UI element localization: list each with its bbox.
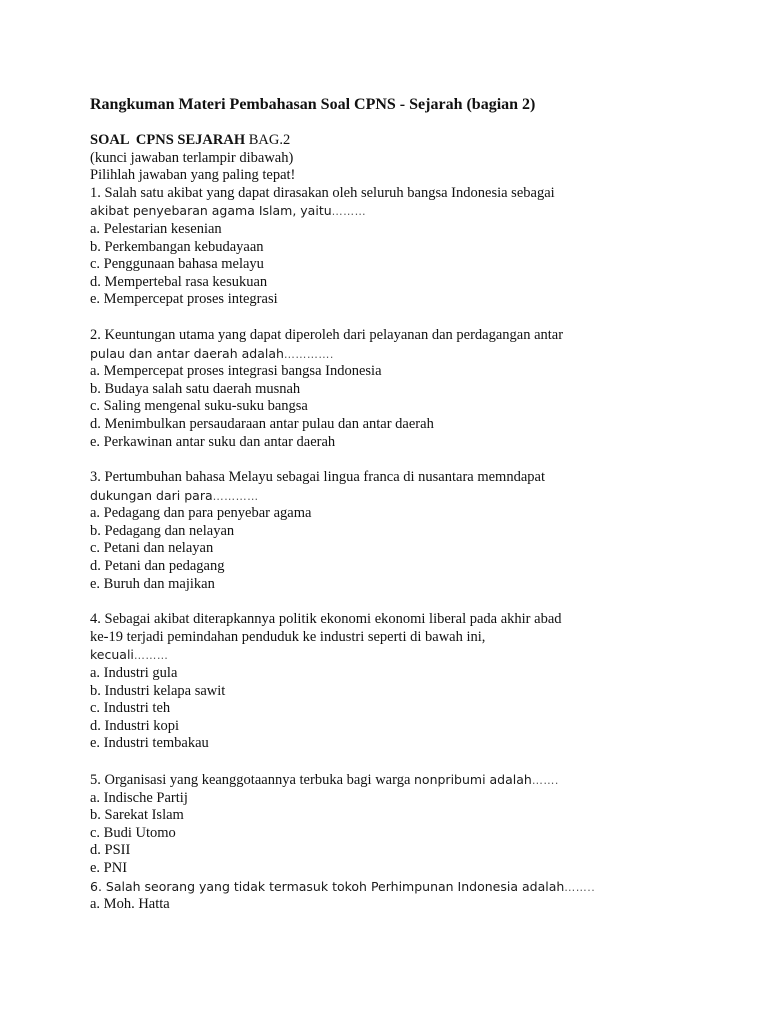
section-heading — [90, 132, 730, 150]
question-text-part: nonpribumi adalah — [414, 772, 532, 787]
answer-option: b. Pedagang dan nelayan — [90, 522, 235, 539]
answer-option: d. PSII — [90, 842, 131, 859]
blank-dots: ……… — [331, 205, 367, 219]
answer-option: a. Pelestarian kesenian — [90, 220, 222, 237]
answer-option: e. Buruh dan majikan — [90, 575, 215, 592]
question-text-part: 5. Organisasi yang keanggotaannya terbuka bagi warga — [90, 772, 414, 788]
blank-dots: …….. — [564, 880, 596, 894]
question-text — [90, 771, 730, 790]
answer-option: a. Pedagang dan para penyebar agama — [90, 505, 312, 522]
answer-option: b. Budaya salah satu daerah musnah — [90, 380, 301, 397]
answer-option: c. Industri teh — [90, 700, 171, 717]
question-text-part: dukungan dari para — [90, 487, 213, 503]
question-3 — [90, 469, 730, 593]
answer-option: a. Indische Partij — [90, 789, 188, 806]
answer-option: e. Perkawinan antar suku dan antar daerah — [90, 433, 336, 450]
blank-dots: ………… — [212, 489, 259, 503]
blank-dots: ……. — [531, 774, 559, 787]
answer-option: e. PNI — [90, 859, 128, 876]
question-6 — [90, 878, 730, 914]
answer-option: d. Mempertebal rasa kesukuan — [90, 273, 268, 290]
section-heading-rest: BAG.2 — [245, 132, 291, 148]
answer-option: c. Penggunaan bahasa melayu — [90, 256, 264, 273]
blank-dots: …………. — [283, 347, 334, 361]
answer-option: b. Sarekat Islam — [90, 807, 184, 824]
answer-option: e. Mempercepat proses integrasi — [90, 291, 278, 308]
question-text — [90, 878, 730, 897]
question-text-part: 6. Salah seorang yang tidak termasuk tokoh Perhimpunan Indonesia adalah — [90, 878, 565, 894]
blank-dots: ……… — [133, 649, 169, 663]
question-text: 2. Keuntungan utama yang dapat diperoleh dari pelayanan dan perdagangan antar — [90, 326, 564, 343]
answer-option: c. Budi Utomo — [90, 824, 176, 841]
question-text: 1. Salah satu akibat yang dapat dirasakan oleh seluruh bangsa Indonesia sebagai — [90, 184, 555, 201]
spacer — [90, 753, 730, 771]
answer-option: c. Saling mengenal suku-suku bangsa — [90, 398, 308, 415]
answer-option: d. Menimbulkan persaudaraan antar pulau dan antar daerah — [90, 415, 434, 432]
question-text — [90, 345, 730, 364]
answer-option: e. Industri tembakau — [90, 735, 209, 752]
spacer — [90, 451, 730, 469]
document-title: Rangkuman Materi Pembahasan Soal CPNS - Sejarah (bagian 2) — [90, 96, 536, 113]
spacer — [90, 309, 730, 327]
instruction-text: Pilihlah jawaban yang paling tepat! — [90, 167, 296, 184]
spacer — [90, 593, 730, 611]
question-1 — [90, 185, 730, 309]
question-text: 3. Pertumbuhan bahasa Melayu sebagai lingua franca di nusantara memndapat — [90, 469, 545, 486]
question-text — [90, 202, 730, 221]
question-4 — [90, 611, 730, 753]
section-heading-bold: SOAL CPNS SEJARAH — [90, 132, 246, 148]
answer-option: c. Petani dan nelayan — [90, 540, 214, 557]
answer-option: a. Industri gula — [90, 665, 178, 682]
question-text — [90, 487, 730, 506]
answer-key-note: (kunci jawaban terlampir dibawah) — [90, 149, 294, 166]
question-text-part: kecuali — [90, 647, 134, 663]
document-page — [90, 95, 730, 914]
question-2 — [90, 327, 730, 451]
answer-option: b. Perkembangan kebudayaan — [90, 238, 264, 255]
answer-option: d. Industri kopi — [90, 717, 180, 734]
question-text-part: akibat penyebaran agama Islam, yaitu — [90, 203, 332, 219]
answer-option: a. Moh. Hatta — [90, 896, 170, 913]
question-5 — [90, 771, 730, 878]
answer-option: d. Petani dan pedagang — [90, 558, 225, 575]
question-text — [90, 646, 730, 665]
question-text-part: pulau dan antar daerah adalah — [90, 345, 284, 361]
answer-option: b. Industri kelapa sawit — [90, 682, 226, 699]
answer-option: a. Mempercepat proses integrasi bangsa Indonesia — [90, 363, 382, 380]
question-text: 4. Sebagai akibat diterapkannya politik ekonomi ekonomi liberal pada akhir abad — [90, 611, 562, 628]
question-text: ke-19 terjadi pemindahan penduduk ke industri seperti di bawah ini, — [90, 628, 486, 645]
